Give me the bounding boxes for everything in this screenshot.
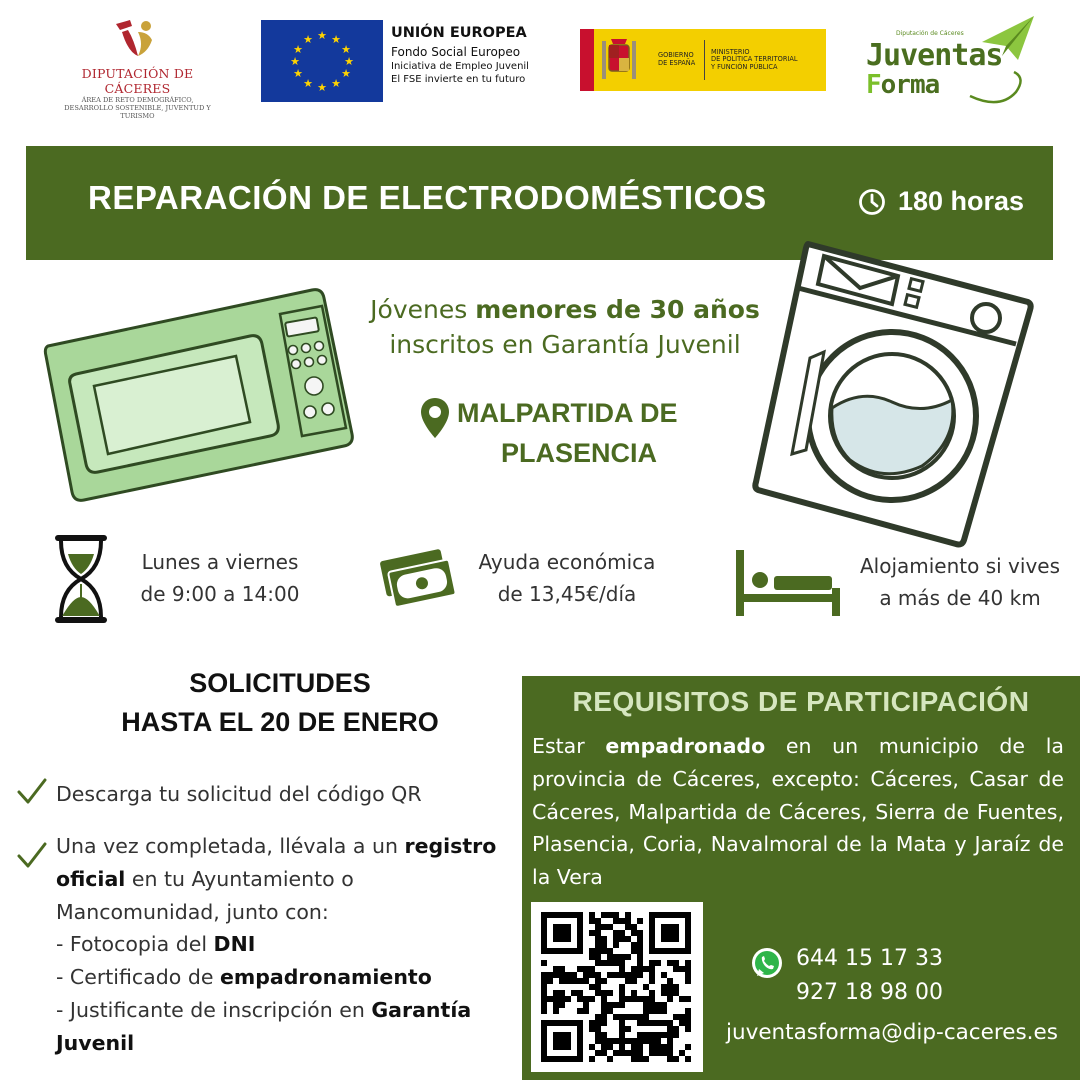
deadline-line1: SOLICITUDES xyxy=(189,668,371,698)
requirements-pre: Estar xyxy=(532,734,606,758)
requirements-title: REQUISITOS DE PARTICIPACIÓN xyxy=(572,686,1030,717)
audience-line2: inscritos en Garantía Juvenil xyxy=(389,330,741,359)
forma-rest: orma xyxy=(880,70,940,100)
qr-code[interactable] xyxy=(531,902,703,1072)
doc-item1-pre: - Fotocopia del xyxy=(56,932,214,957)
diputacion-subtitle-1: ÁREA DE RETO DEMOGRÁFICO, xyxy=(81,96,194,104)
schedule-line2: de 9:00 a 14:00 xyxy=(140,582,300,606)
audience-bold: menores de 30 años xyxy=(475,295,760,324)
svg-text:★: ★ xyxy=(293,43,303,56)
whatsapp-icon[interactable] xyxy=(750,946,784,980)
hourglass-icon xyxy=(52,532,110,626)
svg-text:★: ★ xyxy=(303,33,313,46)
doc-item3-bold2: Juvenil xyxy=(56,1030,135,1055)
deadline-line2: HASTA EL 20 DE ENERO xyxy=(121,707,439,738)
diputacion-subtitle-2: DESARROLLO SOSTENIBLE, JUVENTUD Y TURISMO xyxy=(64,104,211,121)
svg-text:★: ★ xyxy=(341,67,351,80)
washing-machine-illustration xyxy=(752,240,1034,550)
svg-text:★: ★ xyxy=(317,81,327,94)
housing-line1: Alojamiento si vives xyxy=(859,554,1061,578)
deadline-heading xyxy=(60,664,500,742)
step-submit-bold2: oficial xyxy=(56,866,126,891)
eu-line2: Iniciativa de Empleo Juvenil xyxy=(391,60,529,72)
svg-text:★: ★ xyxy=(331,33,341,46)
requirements-bold: empadronado xyxy=(605,734,766,758)
gob-right-line3: Y FUNCIÓN PÚBLICA xyxy=(711,62,778,71)
duration-text: 180 horas xyxy=(898,186,1025,216)
svg-text:★: ★ xyxy=(290,55,300,68)
aid-feature xyxy=(462,546,672,610)
duration-badge xyxy=(858,186,1024,217)
contact-email[interactable]: juventasforma@dip-caceres.es xyxy=(726,1020,1058,1045)
spain-crest-icon xyxy=(580,29,656,91)
juventas-forma-logo xyxy=(860,12,1050,112)
requirements-text xyxy=(532,730,1064,894)
step-download xyxy=(56,778,496,811)
juventas-small: Diputación de Cáceres xyxy=(896,30,964,37)
gobierno-logo xyxy=(580,29,826,91)
svg-text:★: ★ xyxy=(331,77,341,90)
schedule-line1: Lunes a viernes xyxy=(141,550,299,574)
gob-right-line2: DE POLÍTICA TERRITORIAL xyxy=(711,55,798,64)
requirements-panel xyxy=(522,676,1080,1080)
phone-contacts xyxy=(750,942,943,1010)
gob-right-line1: MINISTERIO xyxy=(711,47,750,56)
check-icon xyxy=(16,776,48,806)
microwave-illustration xyxy=(40,284,356,506)
diputacion-emblem-icon xyxy=(108,18,168,58)
step-submit xyxy=(56,830,516,1060)
eu-line1: Fondo Social Europeo xyxy=(391,44,521,59)
location-line2: PLASENCIA xyxy=(501,438,658,468)
requirements-post: en un municipio de la provincia de Cáceres, excepto: Cáceres, Casar de Cáceres, Malpartida de Cáceres, Sierra de Fuentes, Plasencia, Coria, Navalmoral de la Mata y Jaraíz de la Vera xyxy=(532,734,1064,890)
juventas-word: Juventas xyxy=(866,38,1003,73)
aid-line2: de 13,45€/día xyxy=(497,582,637,606)
diputacion-logo xyxy=(55,18,220,121)
svg-text:★: ★ xyxy=(344,55,354,68)
eu-logo xyxy=(261,20,541,102)
step-submit-text3: Mancomunidad, junto con: xyxy=(56,899,329,924)
step-submit-text2: en tu Ayuntamiento o xyxy=(125,866,354,891)
svg-text:★: ★ xyxy=(341,43,351,56)
money-icon xyxy=(378,548,458,610)
step-submit-text1: Una vez completada, llévala a un xyxy=(56,834,405,858)
housing-feature xyxy=(846,550,1074,614)
clock-icon xyxy=(858,188,886,216)
audience-prefix: Jóvenes xyxy=(370,295,476,324)
phone-1[interactable]: 644 15 17 33 xyxy=(796,946,943,971)
course-title: REPARACIÓN DE ELECTRODOMÉSTICOS xyxy=(88,179,767,216)
schedule-feature xyxy=(120,546,320,610)
step-submit-bold1: registro xyxy=(404,834,497,858)
step-download-text: Descarga tu solicitud del código QR xyxy=(56,782,422,806)
eu-line3: El FSE invierte en tu futuro xyxy=(391,74,526,86)
doc-item1-bold: DNI xyxy=(213,932,256,957)
eu-title: UNIÓN EUROPEA xyxy=(391,25,527,41)
svg-text:★: ★ xyxy=(317,29,327,42)
diputacion-name: DIPUTACIÓN DE CÁCERES xyxy=(81,66,194,96)
audience-text xyxy=(330,292,800,362)
check-icon xyxy=(16,840,48,870)
gob-left-line1: GOBIERNO xyxy=(658,51,694,60)
eu-flag-icon xyxy=(261,20,383,102)
doc-item3-bold1: Garantía xyxy=(371,997,472,1022)
gob-left-line2: DE ESPAÑA xyxy=(658,59,696,67)
svg-text:★: ★ xyxy=(303,77,313,90)
housing-line2: a más de 40 km xyxy=(879,586,1041,610)
location-line1: MALPARTIDA DE xyxy=(457,398,678,428)
map-pin-icon xyxy=(419,396,451,440)
doc-item2-pre: - Certificado de xyxy=(56,965,220,990)
aid-line1: Ayuda económica xyxy=(478,550,656,574)
doc-item2-bold: empadronamiento xyxy=(219,965,432,990)
svg-text:★: ★ xyxy=(293,67,303,80)
doc-item3-pre: - Justificante de inscripción en xyxy=(56,997,372,1022)
bed-icon xyxy=(734,548,842,618)
forma-initial: F xyxy=(866,70,881,100)
phone-2[interactable]: 927 18 98 00 xyxy=(796,980,943,1006)
